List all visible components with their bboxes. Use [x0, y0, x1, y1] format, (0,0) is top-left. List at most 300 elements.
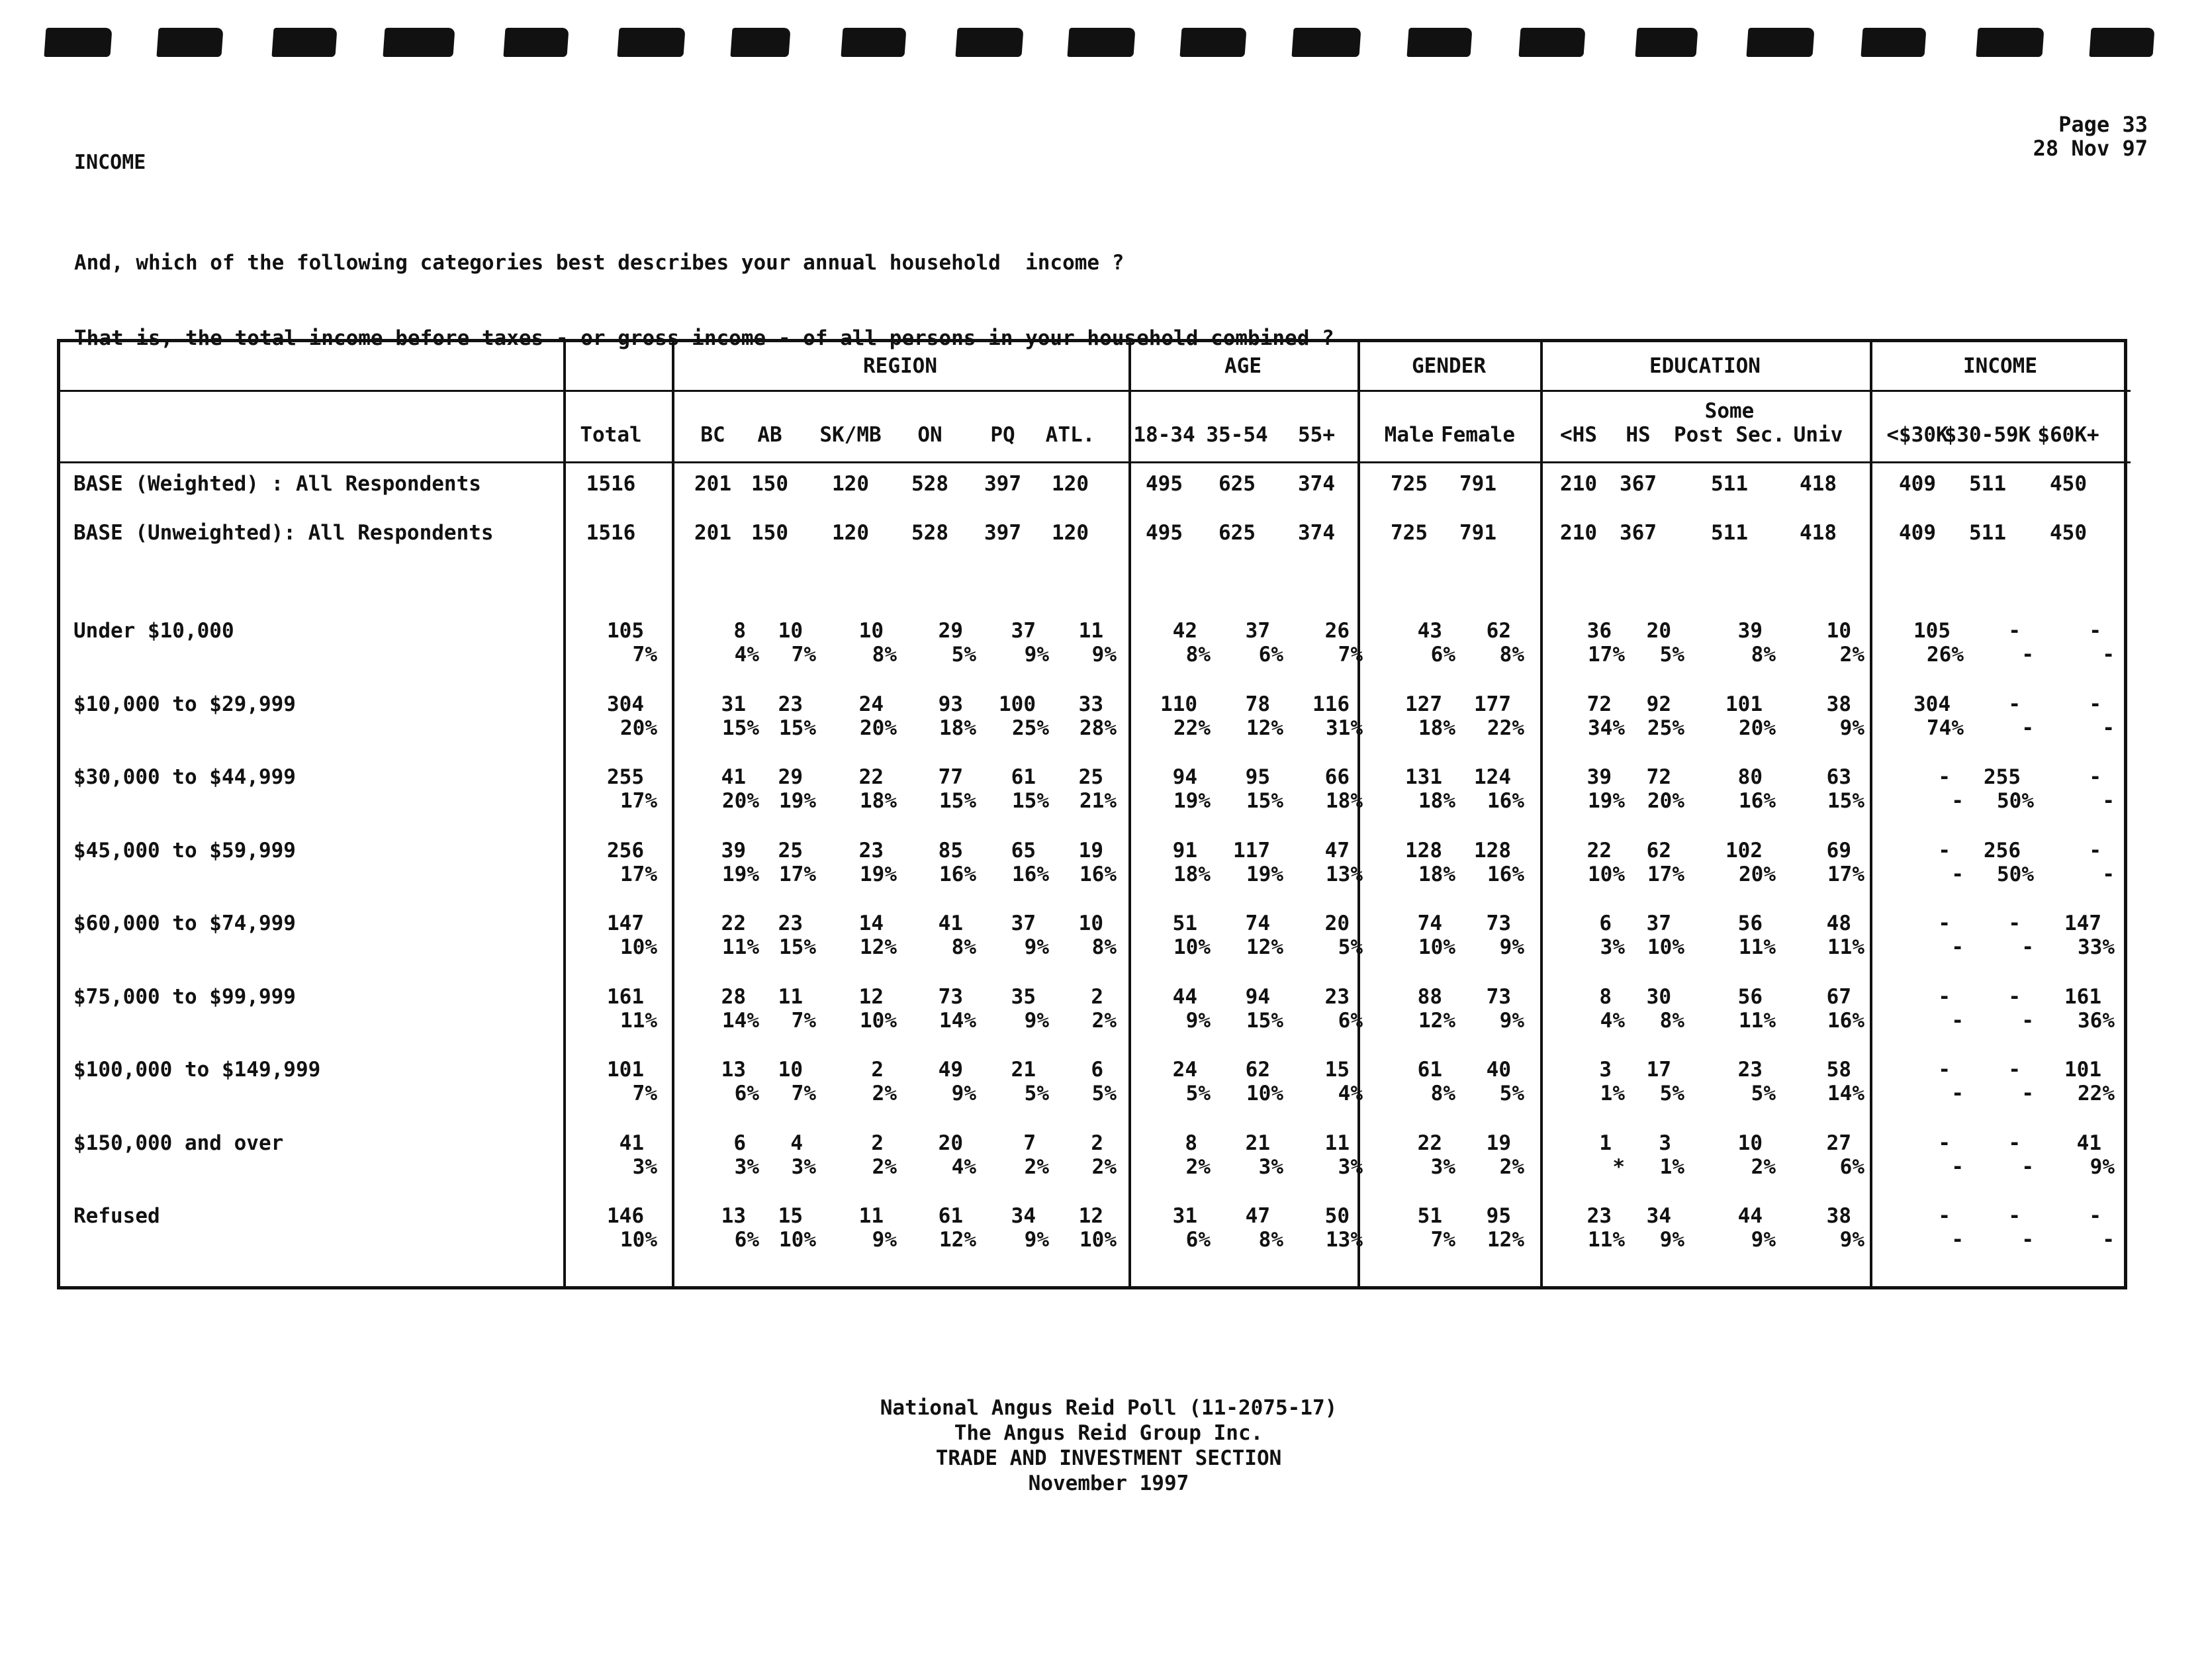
- base-value: 1516: [586, 521, 636, 545]
- row-count: 147: [607, 911, 644, 935]
- row-count: 43: [1417, 619, 1442, 643]
- row-percent: 50%: [1997, 862, 2034, 886]
- row-count: 37: [1011, 911, 1036, 935]
- row-count: 10: [1078, 911, 1103, 935]
- row-count: 8: [733, 619, 746, 643]
- row-count: 62: [1486, 619, 1511, 643]
- column-header: ON: [917, 423, 942, 447]
- base-value: 397: [984, 472, 1021, 496]
- row-percent: 6%: [1430, 643, 1455, 667]
- row-count: 12: [858, 984, 884, 1009]
- row-percent: 18%: [1173, 862, 1211, 886]
- row-percent: 5%: [1659, 1082, 1684, 1105]
- row-percent: 31%: [1326, 716, 1363, 740]
- row-count: 10: [778, 619, 803, 643]
- row-percent: 13%: [1326, 862, 1363, 886]
- row-percent: 9%: [1024, 643, 1049, 667]
- row-percent: 8%: [1091, 935, 1117, 959]
- report-date: 28 Nov 97: [2033, 136, 2148, 161]
- row-count: 49: [938, 1058, 963, 1082]
- base-value: 1516: [586, 472, 636, 496]
- base-value: 397: [984, 521, 1021, 545]
- row-count: 20: [1646, 619, 1671, 643]
- row-count: -: [2008, 1204, 2021, 1228]
- row-percent: 10%: [779, 1228, 816, 1252]
- row-label: Under $10,000: [73, 619, 234, 643]
- row-count: 17: [1646, 1058, 1671, 1082]
- row-percent: 5%: [1499, 1082, 1524, 1105]
- row-count: 12: [1078, 1204, 1103, 1228]
- row-percent: 17%: [1588, 643, 1625, 667]
- row-percent: -: [2021, 935, 2034, 959]
- row-count: 11: [858, 1204, 884, 1228]
- column-header: Total: [580, 423, 642, 447]
- row-count: 74: [1245, 911, 1270, 935]
- base-value: 725: [1391, 472, 1428, 496]
- row-percent: 6%: [1258, 643, 1283, 667]
- row-percent: 17%: [1647, 862, 1684, 886]
- question-line-1: And, which of the following categories best describes your annual household income ?: [74, 251, 1125, 275]
- base-value: 791: [1459, 521, 1496, 545]
- row-percent: 20%: [1647, 789, 1684, 813]
- row-percent: 16%: [939, 862, 976, 886]
- row-percent: 2%: [1751, 1154, 1776, 1179]
- row-count: 14: [858, 911, 884, 935]
- row-percent: -: [2021, 716, 2034, 740]
- base-value: 418: [1800, 472, 1837, 496]
- row-percent: 1%: [1659, 1154, 1684, 1179]
- row-percent: 10%: [620, 1228, 657, 1252]
- row-count: 11: [1324, 1131, 1350, 1155]
- row-percent: 5%: [1185, 1082, 1211, 1105]
- row-count: 101: [607, 1058, 644, 1082]
- row-count: 77: [938, 765, 963, 789]
- punch-hole-mark: [383, 28, 455, 57]
- row-count: 3: [1599, 1058, 1612, 1082]
- base-value: 120: [1052, 472, 1089, 496]
- row-percent: 15%: [1827, 789, 1864, 813]
- row-count: 65: [1011, 838, 1036, 863]
- row-count: 37: [1245, 619, 1270, 643]
- punch-hole-mark: [271, 28, 337, 57]
- column-header: $30-59K: [1944, 423, 2031, 447]
- row-percent: 19%: [1246, 862, 1283, 886]
- row-count: 10: [858, 619, 884, 643]
- row-percent: 12%: [860, 935, 897, 959]
- row-percent: 14%: [722, 1008, 759, 1033]
- punch-hole-mark: [955, 28, 1023, 57]
- row-percent: 2%: [872, 1154, 897, 1179]
- column-header: ATL.: [1045, 423, 1095, 447]
- row-count: 22: [1417, 1131, 1442, 1155]
- row-percent: -: [1951, 1008, 1964, 1033]
- base-value: 367: [1620, 521, 1657, 545]
- row-percent: -: [1951, 789, 1964, 813]
- row-count: 131: [1405, 765, 1442, 789]
- row-count: 304: [607, 692, 644, 716]
- row-percent: 16%: [1487, 789, 1524, 813]
- row-percent: 6%: [734, 1082, 759, 1105]
- row-percent: 3%: [791, 1154, 816, 1179]
- row-percent: 7%: [1338, 643, 1363, 667]
- row-percent: 7%: [791, 1082, 816, 1105]
- row-count: 31: [721, 692, 746, 716]
- footer-line-2: The Angus Reid Group Inc.: [954, 1421, 1264, 1445]
- row-percent: 16%: [1080, 862, 1117, 886]
- question-line-2: That is, the total income before taxes - or gross income - of all persons in your household combined ?: [74, 326, 1334, 350]
- row-percent: 3%: [734, 1154, 759, 1179]
- row-count: -: [2089, 765, 2101, 789]
- row-count: 8: [1185, 1131, 1197, 1155]
- row-count: -: [1938, 1204, 1951, 1228]
- row-count: 51: [1417, 1204, 1442, 1228]
- row-count: 47: [1324, 838, 1350, 863]
- row-count: 74: [1417, 911, 1442, 935]
- row-count: 15: [778, 1204, 803, 1228]
- row-percent: -: [2021, 1082, 2034, 1105]
- row-percent: 12%: [1246, 935, 1283, 959]
- row-count: -: [2089, 619, 2101, 643]
- punch-hole-mark: [1406, 28, 1472, 57]
- row-count: 39: [721, 838, 746, 863]
- row-count: 41: [619, 1131, 644, 1155]
- row-count: 2: [1091, 1131, 1103, 1155]
- punch-hole-mark: [156, 28, 223, 57]
- row-count: 58: [1826, 1058, 1851, 1082]
- row-count: 105: [1913, 619, 1951, 643]
- row-label: Refused: [73, 1204, 160, 1228]
- row-percent: 8%: [1430, 1082, 1455, 1105]
- row-count: 40: [1486, 1058, 1511, 1082]
- row-count: -: [1938, 1058, 1951, 1082]
- row-count: 23: [858, 838, 884, 863]
- row-count: 101: [1725, 692, 1763, 716]
- row-count: 255: [1984, 765, 2021, 789]
- row-count: 13: [721, 1204, 746, 1228]
- base-value: 625: [1218, 472, 1256, 496]
- row-count: 4: [790, 1131, 803, 1155]
- base-value: 511: [1711, 521, 1748, 545]
- row-percent: 11%: [1827, 935, 1864, 959]
- row-count: 20: [1324, 911, 1350, 935]
- row-count: 256: [1984, 838, 2021, 863]
- row-count: 31: [1172, 1204, 1197, 1228]
- row-count: -: [2008, 1058, 2021, 1082]
- row-count: 41: [721, 765, 746, 789]
- row-count: 94: [1245, 984, 1270, 1009]
- row-count: 48: [1826, 911, 1851, 935]
- column-group-header: REGION: [863, 354, 937, 378]
- row-count: 19: [1078, 838, 1103, 863]
- row-label: $100,000 to $149,999: [73, 1058, 321, 1082]
- row-percent: 17%: [620, 862, 657, 886]
- row-count: 3: [1659, 1131, 1671, 1155]
- base-value: 418: [1800, 521, 1837, 545]
- row-count: 36: [1586, 619, 1612, 643]
- row-count: 92: [1646, 692, 1671, 716]
- table-row-divider: [60, 461, 2131, 463]
- row-percent: 4%: [1338, 1082, 1363, 1105]
- table-row-divider: [60, 390, 2131, 392]
- row-count: 19: [1486, 1131, 1511, 1155]
- row-count: -: [1938, 1131, 1951, 1155]
- row-count: 39: [1737, 619, 1763, 643]
- row-percent: 5%: [1659, 643, 1684, 667]
- row-percent: 3%: [1258, 1154, 1283, 1179]
- base-value: 511: [1969, 521, 2006, 545]
- base-value: 374: [1298, 521, 1335, 545]
- row-percent: -: [2102, 643, 2115, 667]
- row-count: 6: [733, 1131, 746, 1155]
- row-count: 2: [871, 1131, 884, 1155]
- row-percent: 7%: [632, 643, 657, 667]
- row-percent: 7%: [791, 1008, 816, 1033]
- row-percent: 9%: [1024, 1228, 1049, 1252]
- punch-hole-mark: [503, 28, 569, 57]
- row-count: 21: [1011, 1058, 1036, 1082]
- base-value: 511: [1711, 472, 1748, 496]
- row-count: 34: [1011, 1204, 1036, 1228]
- base-value: 367: [1620, 472, 1657, 496]
- base-value: 450: [2050, 521, 2087, 545]
- row-count: 23: [1586, 1204, 1612, 1228]
- column-header: Female: [1441, 423, 1515, 447]
- punch-hole-mark: [1518, 28, 1585, 57]
- row-percent: 15%: [1246, 1008, 1283, 1033]
- row-percent: 1%: [1600, 1082, 1625, 1105]
- punch-hole-mark: [1291, 28, 1361, 57]
- column-group-header: AGE: [1224, 354, 1262, 378]
- row-count: 62: [1245, 1058, 1270, 1082]
- row-count: 102: [1725, 838, 1763, 863]
- row-percent: 8%: [1499, 643, 1524, 667]
- row-percent: 2%: [1091, 1008, 1117, 1033]
- row-percent: 17%: [620, 789, 657, 813]
- row-count: 38: [1826, 692, 1851, 716]
- row-label: $150,000 and over: [73, 1131, 284, 1155]
- row-percent: 14%: [939, 1008, 976, 1033]
- row-label: $30,000 to $44,999: [73, 765, 296, 789]
- row-count: -: [1938, 984, 1951, 1009]
- row-count: 10: [1737, 1131, 1763, 1155]
- row-label: $75,000 to $99,999: [73, 984, 296, 1009]
- row-count: 44: [1172, 984, 1197, 1009]
- row-count: 21: [1245, 1131, 1270, 1155]
- row-count: 66: [1324, 765, 1350, 789]
- row-count: 61: [1417, 1058, 1442, 1082]
- row-percent: 11%: [1588, 1228, 1625, 1252]
- row-percent: 2%: [1185, 1154, 1211, 1179]
- row-label: $45,000 to $59,999: [73, 838, 296, 863]
- row-percent: 25%: [1647, 716, 1684, 740]
- row-percent: 11%: [722, 935, 759, 959]
- row-percent: 7%: [1430, 1228, 1455, 1252]
- row-count: 13: [721, 1058, 746, 1082]
- row-count: 88: [1417, 984, 1442, 1009]
- row-percent: 9%: [2090, 1154, 2115, 1179]
- row-count: 101: [2064, 1058, 2101, 1082]
- column-header: Male: [1384, 423, 1434, 447]
- base-value: 120: [1052, 521, 1089, 545]
- row-percent: 15%: [1246, 789, 1283, 813]
- row-count: 69: [1826, 838, 1851, 863]
- row-count: 85: [938, 838, 963, 863]
- row-count: 6: [1599, 911, 1612, 935]
- row-count: 25: [778, 838, 803, 863]
- row-percent: 9%: [1499, 1008, 1524, 1033]
- base-value: 150: [751, 521, 788, 545]
- row-count: 7: [1023, 1131, 1036, 1155]
- row-percent: 6%: [1185, 1228, 1211, 1252]
- column-group-header: INCOME: [1963, 354, 2037, 378]
- row-count: 34: [1646, 1204, 1671, 1228]
- row-percent: 9%: [1839, 1228, 1864, 1252]
- row-count: 29: [778, 765, 803, 789]
- row-count: 100: [999, 692, 1036, 716]
- row-percent: 18%: [860, 789, 897, 813]
- row-count: -: [2008, 692, 2021, 716]
- row-percent: -: [1951, 1082, 1964, 1105]
- row-percent: 8%: [1185, 643, 1211, 667]
- row-percent: -: [2021, 1228, 2034, 1252]
- row-percent: 6%: [1338, 1008, 1363, 1033]
- row-count: 38: [1826, 1204, 1851, 1228]
- footer-line-4: November 1997: [1028, 1471, 1189, 1495]
- row-count: 94: [1172, 765, 1197, 789]
- row-count: 73: [938, 984, 963, 1009]
- row-percent: 9%: [951, 1082, 976, 1105]
- punch-hole-mark: [1179, 28, 1246, 57]
- row-percent: 17%: [779, 862, 816, 886]
- row-percent: -: [1951, 935, 1964, 959]
- row-count: 15: [1324, 1058, 1350, 1082]
- row-percent: 10%: [1173, 935, 1211, 959]
- punch-hole-mark: [1976, 28, 2044, 57]
- row-percent: 8%: [1751, 643, 1776, 667]
- column-header: AB: [757, 423, 782, 447]
- row-count: 62: [1646, 838, 1671, 863]
- row-count: 11: [778, 984, 803, 1009]
- footer-line-3: TRADE AND INVESTMENT SECTION: [935, 1446, 1282, 1470]
- base-value: 374: [1298, 472, 1335, 496]
- base-value: 511: [1969, 472, 2006, 496]
- base-value: 450: [2050, 472, 2087, 496]
- footer-line-1: National Angus Reid Poll (11-2075-17): [880, 1396, 1338, 1420]
- row-percent: -: [1951, 1228, 1964, 1252]
- row-percent: 28%: [1080, 716, 1117, 740]
- row-percent: 18%: [1418, 789, 1455, 813]
- row-count: -: [2008, 911, 2021, 935]
- punch-hole-mark: [1067, 28, 1135, 57]
- column-header: 18-34: [1133, 423, 1195, 447]
- row-count: 23: [778, 692, 803, 716]
- row-percent: *: [1612, 1154, 1625, 1179]
- row-percent: -: [2021, 643, 2034, 667]
- row-percent: 22%: [2078, 1082, 2115, 1105]
- row-percent: 5%: [1024, 1082, 1049, 1105]
- row-count: 23: [1737, 1058, 1763, 1082]
- row-percent: -: [2021, 1154, 2034, 1179]
- punch-hole-mark: [1861, 28, 1926, 57]
- row-percent: 20%: [620, 716, 657, 740]
- column-header: Some Post Sec.: [1674, 399, 1785, 447]
- row-percent: 18%: [1326, 789, 1363, 813]
- base-value: 210: [1560, 521, 1597, 545]
- row-count: 72: [1646, 765, 1671, 789]
- row-percent: 19%: [1173, 789, 1211, 813]
- row-count: 50: [1324, 1204, 1350, 1228]
- row-count: 39: [1586, 765, 1612, 789]
- punch-hole-mark: [1746, 28, 1814, 57]
- base-value: 201: [694, 521, 731, 545]
- base-value: 201: [694, 472, 731, 496]
- row-count: 28: [721, 984, 746, 1009]
- row-count: 110: [1160, 692, 1197, 716]
- row-percent: 5%: [951, 643, 976, 667]
- base-value: 120: [832, 521, 869, 545]
- row-percent: 26%: [1927, 643, 1964, 667]
- row-percent: 3%: [1338, 1154, 1363, 1179]
- row-count: 41: [2076, 1131, 2101, 1155]
- row-count: 10: [1826, 619, 1851, 643]
- row-count: 22: [858, 765, 884, 789]
- row-percent: 10%: [1246, 1082, 1283, 1105]
- report-footer: [728, 1395, 1489, 1496]
- row-count: 41: [938, 911, 963, 935]
- punch-hole-mark: [730, 28, 790, 57]
- row-count: 177: [1474, 692, 1511, 716]
- row-count: -: [2008, 619, 2021, 643]
- row-count: 161: [607, 984, 644, 1009]
- row-label: $10,000 to $29,999: [73, 692, 296, 716]
- row-count: -: [2089, 692, 2101, 716]
- row-count: 27: [1826, 1131, 1851, 1155]
- row-percent: 16%: [1012, 862, 1049, 886]
- base-row-label: BASE (Unweighted): All Respondents: [73, 521, 494, 545]
- punch-hole-mark: [841, 28, 906, 57]
- row-count: 1: [1599, 1131, 1612, 1155]
- row-count: 22: [721, 911, 746, 935]
- row-percent: -: [2102, 716, 2115, 740]
- row-percent: 6%: [1839, 1154, 1864, 1179]
- row-percent: 19%: [779, 789, 816, 813]
- row-percent: 3%: [632, 1154, 657, 1179]
- base-value: 409: [1899, 521, 1936, 545]
- row-count: 2: [871, 1058, 884, 1082]
- row-percent: 10%: [860, 1008, 897, 1033]
- punch-hole-mark: [44, 28, 112, 57]
- row-count: 124: [1474, 765, 1511, 789]
- row-percent: 9%: [1499, 935, 1524, 959]
- base-value: 528: [911, 472, 948, 496]
- row-count: 61: [938, 1204, 963, 1228]
- row-percent: 8%: [1258, 1228, 1283, 1252]
- base-value: 210: [1560, 472, 1597, 496]
- row-count: 47: [1245, 1204, 1270, 1228]
- column-header: BC: [700, 423, 725, 447]
- row-percent: 2%: [1024, 1154, 1049, 1179]
- row-percent: 5%: [1751, 1082, 1776, 1105]
- row-count: 22: [1586, 838, 1612, 863]
- row-count: 20: [938, 1131, 963, 1155]
- crosstab-table: [57, 339, 2127, 1289]
- row-percent: 4%: [734, 643, 759, 667]
- row-percent: 10%: [1647, 935, 1684, 959]
- row-count: 105: [607, 619, 644, 643]
- row-count: 29: [938, 619, 963, 643]
- row-percent: 15%: [779, 935, 816, 959]
- row-count: 24: [858, 692, 884, 716]
